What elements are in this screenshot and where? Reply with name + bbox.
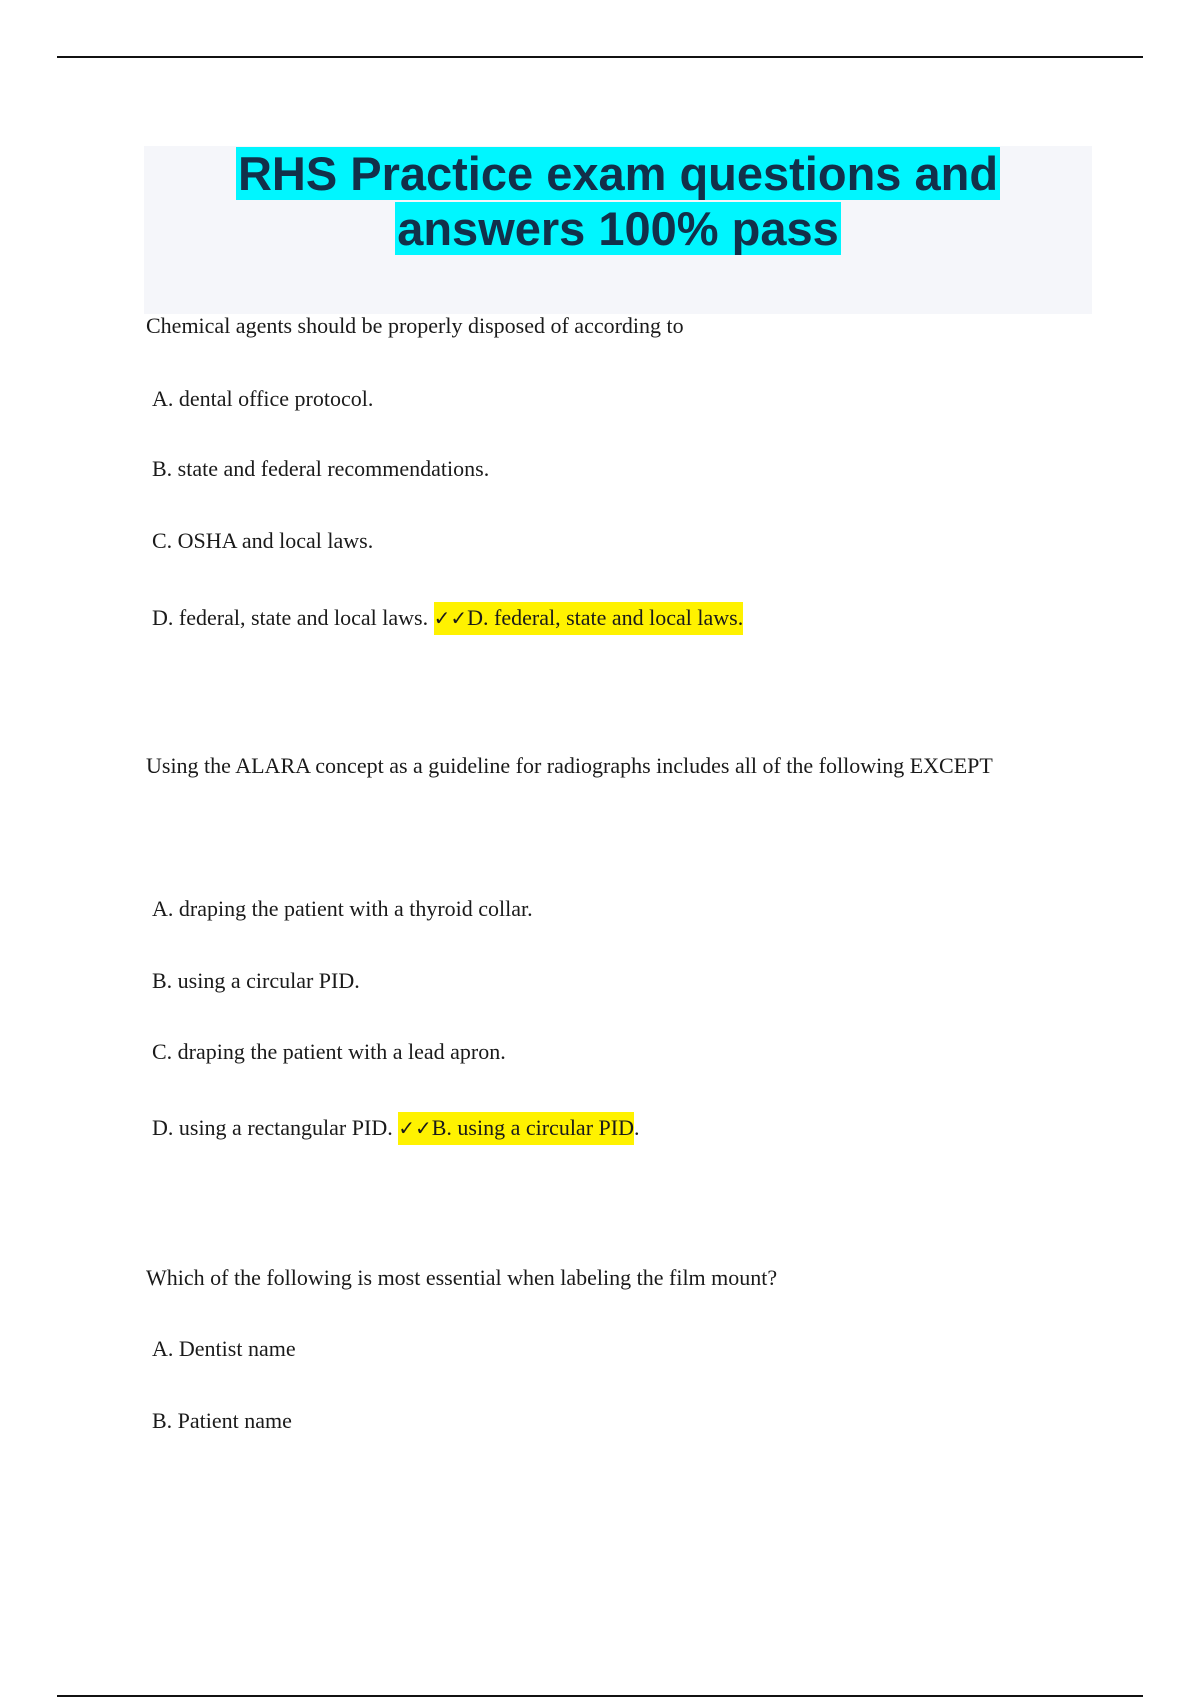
- bottom-rule: [57, 1695, 1143, 1697]
- question-1-option-c: C. OSHA and local laws.: [152, 528, 374, 553]
- question-1-option-b: B. state and federal recommendations.: [152, 456, 490, 481]
- question-3-option-b: B. Patient name: [152, 1408, 292, 1433]
- title-line-2: answers 100% pass: [397, 202, 839, 255]
- check-mark-icon: ✓✓: [433, 606, 468, 630]
- question-2-answer-text: B. using a circular PID: [431, 1115, 634, 1140]
- question-2-answer-tail: .: [633, 1115, 640, 1140]
- question-3-prompt: Which of the following is most essential when labeling the film mount?: [146, 1265, 778, 1290]
- question-2-prompt: Using the ALARA concept as a guideline for radiographs includes all of the following EXCEPT: [146, 753, 993, 778]
- question-3-option-a: A. Dentist name: [152, 1336, 296, 1361]
- question-1-answer-text: D. federal, state and local laws.: [467, 605, 744, 630]
- title-line-1: RHS Practice exam questions and: [237, 147, 999, 200]
- question-2-option-d-line: [152, 1114, 639, 1142]
- top-rule: [57, 56, 1143, 58]
- question-2-option-b: B. using a circular PID.: [152, 968, 360, 993]
- question-2-answer: [398, 1112, 634, 1145]
- question-1-prompt: Chemical agents should be properly disposed of according to: [146, 313, 684, 338]
- question-1-option-d-line: [152, 604, 743, 632]
- question-2-option-d: D. using a rectangular PID.: [152, 1115, 393, 1140]
- question-1-option-d: D. federal, state and local laws.: [152, 605, 429, 630]
- check-mark-icon: ✓✓: [398, 1116, 432, 1140]
- question-1-option-a: A. dental office protocol.: [152, 386, 374, 411]
- question-2-option-c: C. draping the patient with a lead apron.: [152, 1039, 506, 1064]
- question-2-option-a: A. draping the patient with a thyroid collar.: [152, 896, 533, 921]
- question-1-answer: [434, 602, 744, 635]
- document-title: [144, 146, 1092, 256]
